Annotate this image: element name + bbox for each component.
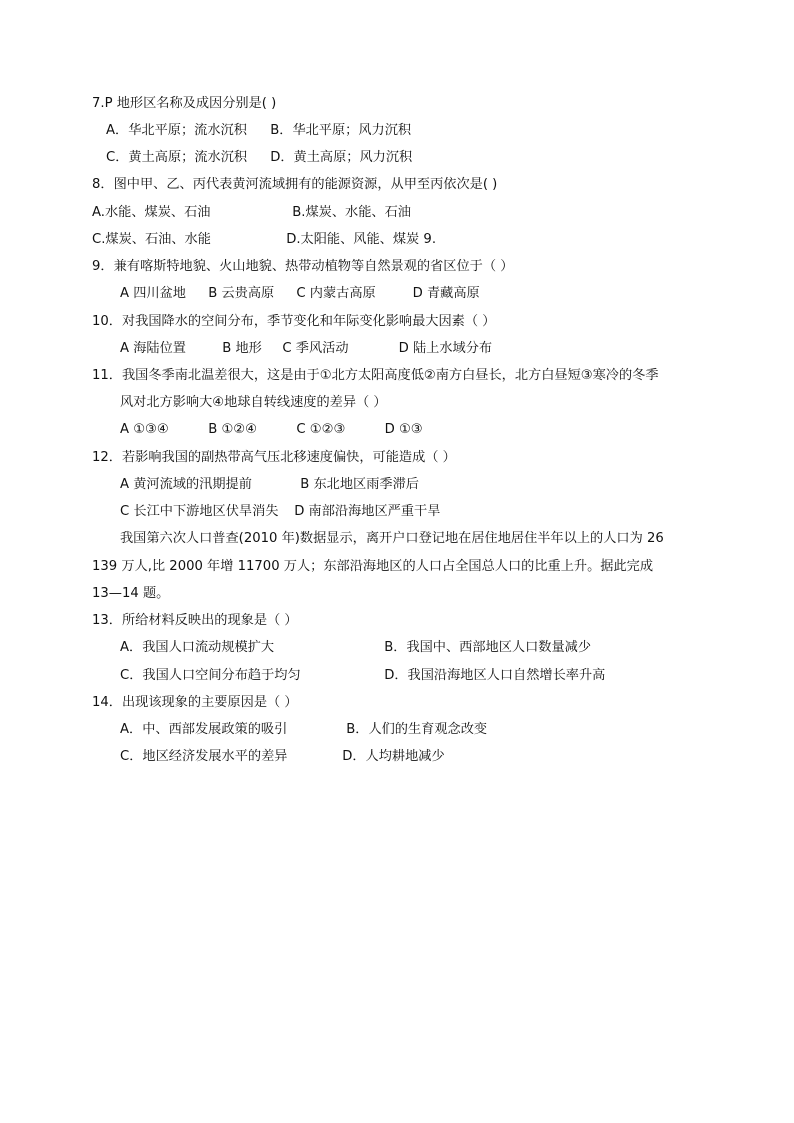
- q11-option-c: C ①②③: [296, 422, 346, 437]
- q11-option-d: D ①③: [384, 422, 423, 437]
- q7-option-b: B．华北平原；风力沉积: [270, 123, 412, 138]
- q13-option-a: A．我国人口流动规模扩大: [120, 640, 275, 655]
- q8-option-d: D.太阳能、风能、煤炭 9.: [286, 232, 437, 247]
- q13-stem: 13．所给材料反映出的现象是（ ）: [92, 613, 298, 628]
- q9-option-b: B 云贵高原: [208, 286, 275, 301]
- q7-option-c: C．黄土高原；流水沉积: [106, 150, 248, 165]
- q8-stem: 8．图中甲、乙、丙代表黄河流域拥有的能源资源，从甲至丙依次是( ): [92, 177, 498, 192]
- q13-options-row2: [120, 666, 605, 686]
- q12-option-d: D 南部沿海地区严重干旱: [294, 504, 441, 519]
- q8-option-b: B.煤炭、水能、石油: [292, 205, 411, 220]
- q14-option-c: C．地区经济发展水平的差异: [120, 749, 288, 764]
- q11-option-b: B ①②④: [208, 422, 257, 437]
- q10-option-d: D 陆上水域分布: [398, 341, 493, 356]
- q12-option-c: C 长江中下游地区伏旱消失: [120, 504, 279, 519]
- q9-option-a: A 四川盆地: [120, 286, 186, 301]
- q7-options-row2: [106, 148, 412, 168]
- material-line1: 我国第六次人口普查(2010 年)数据显示，离开户口登记地在居住地居住半年以上的人口为 26: [120, 531, 664, 546]
- q7-stem: 7.P 地形区名称及成因分别是( ): [92, 96, 277, 111]
- q7-option-d: D．黄土高原；风力沉积: [270, 150, 413, 165]
- q13-option-d: D．我国沿海地区人口自然增长率升高: [384, 668, 606, 683]
- q14-option-a: A．中、西部发展政策的吸引: [120, 722, 288, 737]
- q12-option-b: B 东北地区雨季滞后: [300, 477, 419, 492]
- q14-stem: 14．出现该现象的主要原因是（ ）: [92, 695, 298, 710]
- q10-option-b: B 地形: [222, 341, 262, 356]
- material-line2: 139 万人,比 2000 年增 11700 万人；东部沿海地区的人口占全国总人口的比重上升。据此完成: [92, 559, 654, 574]
- q11-option-a: A ①③④: [120, 422, 169, 437]
- q9-stem: 9．兼有喀斯特地貌、火山地貌、热带动植物等自然景观的省区位于（ ）: [92, 259, 514, 274]
- material-line3: 13—14 题。: [92, 586, 170, 601]
- q12-options-row1: [120, 475, 419, 495]
- q8-option-a: A.水能、煤炭、石油: [92, 205, 211, 220]
- q13-option-c: C．我国人口空间分布趋于均匀: [120, 668, 301, 683]
- q14-option-d: D．人均耕地减少: [342, 749, 445, 764]
- q11-stem-line1: 11．我国冬季南北温差很大，这是由于①北方太阳高度低②南方白昼长，北方白昼短③寒冷的冬季: [92, 368, 659, 383]
- q13-options-row1: [120, 638, 591, 658]
- q8-options-row2: [92, 230, 436, 250]
- q8-options-row1: [92, 203, 411, 223]
- q7-options-row1: [106, 121, 411, 141]
- q12-options-row2: [120, 502, 440, 522]
- q13-option-b: B．我国中、西部地区人口数量减少: [384, 640, 592, 655]
- q11-stem-line2: 风对北方影响大④地球自转线速度的差异（ ）: [120, 395, 387, 410]
- q12-option-a: A 黄河流域的汛期提前: [120, 477, 252, 492]
- q11-options: [120, 420, 423, 440]
- q7-option-a: A．华北平原；流水沉积: [106, 123, 247, 138]
- q8-option-c: C.煤炭、石油、水能: [92, 232, 211, 247]
- q10-options: [120, 339, 492, 359]
- q9-option-c: C 内蒙古高原: [296, 286, 376, 301]
- q14-options-row1: [120, 720, 487, 740]
- q12-stem: 12．若影响我国的副热带高气压北移速度偏快，可能造成（ ）: [92, 450, 456, 465]
- q10-option-a: A 海陆位置: [120, 341, 186, 356]
- q10-option-c: C 季风活动: [282, 341, 349, 356]
- q14-options-row2: [120, 747, 445, 767]
- q9-options: [120, 284, 480, 304]
- q9-option-d: D 青藏高原: [412, 286, 480, 301]
- q14-option-b: B．人们的生育观念改变: [346, 722, 488, 737]
- q10-stem: 10．对我国降水的空间分布，季节变化和年际变化影响最大因素（ ）: [92, 314, 496, 329]
